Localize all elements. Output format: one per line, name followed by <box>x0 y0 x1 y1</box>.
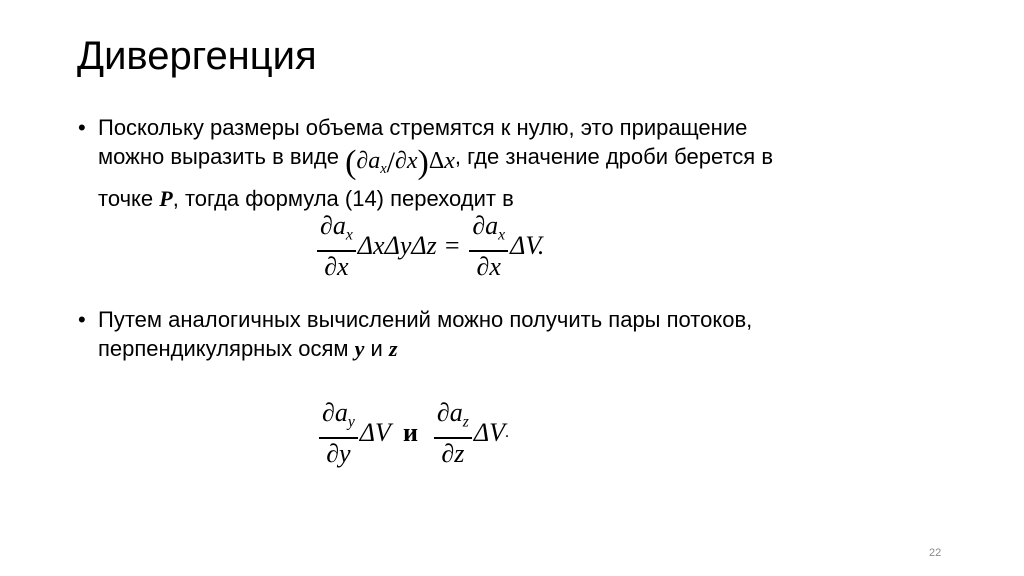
axis-y: y <box>354 336 365 361</box>
formula-1-tail: ΔV. <box>510 231 545 261</box>
fraction-daz-dz: $\frac{\partial a_z}{\partial z}$ <box>434 398 472 469</box>
formula-flux-y-z: $\frac{\partial a_y}{\partial y}$ ΔV и $\frac{\partial a_z}{\partial z}$ ΔV. <box>317 398 509 469</box>
bullet-1-line-1: Поскольку размеры объема стремятся к нулю, это приращение <box>98 115 748 140</box>
bullet-2-line-2: перпендикулярных осям y и z <box>98 336 398 361</box>
formula-flux-x <box>315 211 544 282</box>
fraction-dax-dx: $\frac{\partial a_x}{\partial x}$ <box>317 211 356 282</box>
point-p: P <box>159 186 173 212</box>
axis-z: z <box>388 336 398 361</box>
bullet-text-2 <box>98 305 752 363</box>
fraction-day-dy: $\frac{\partial a_y}{\partial y}$ <box>319 398 358 469</box>
bullet-text-1 <box>98 113 773 213</box>
page-number: 22 <box>929 547 942 559</box>
conjunction-and: и <box>402 418 418 448</box>
bullet-dot: • <box>78 115 86 140</box>
inline-formula: $(\partial a_x/\partial x)\Delta x$ <box>345 144 455 181</box>
bullet-item-2 <box>78 305 958 365</box>
bullet-2-line-1: Путем аналогичных вычислений можно получить пары потоков, <box>98 307 753 332</box>
slide-title: Дивергенция <box>77 34 317 78</box>
formula-1-middle: ΔxΔyΔz = <box>357 231 461 261</box>
bullet-item-1 <box>78 113 958 212</box>
bullet-dot: • <box>78 307 86 332</box>
fraction-dax-dx-right: $\frac{\partial a_x}{\partial x}$ <box>469 211 508 282</box>
bullet-1-line-2: можно выразить в виде $(\partial a_x/\partial x)\Delta x$, где значение дроби берется в <box>98 142 773 184</box>
bullet-1-line-3: точке P, тогда формула (14) переходит в <box>98 186 514 212</box>
